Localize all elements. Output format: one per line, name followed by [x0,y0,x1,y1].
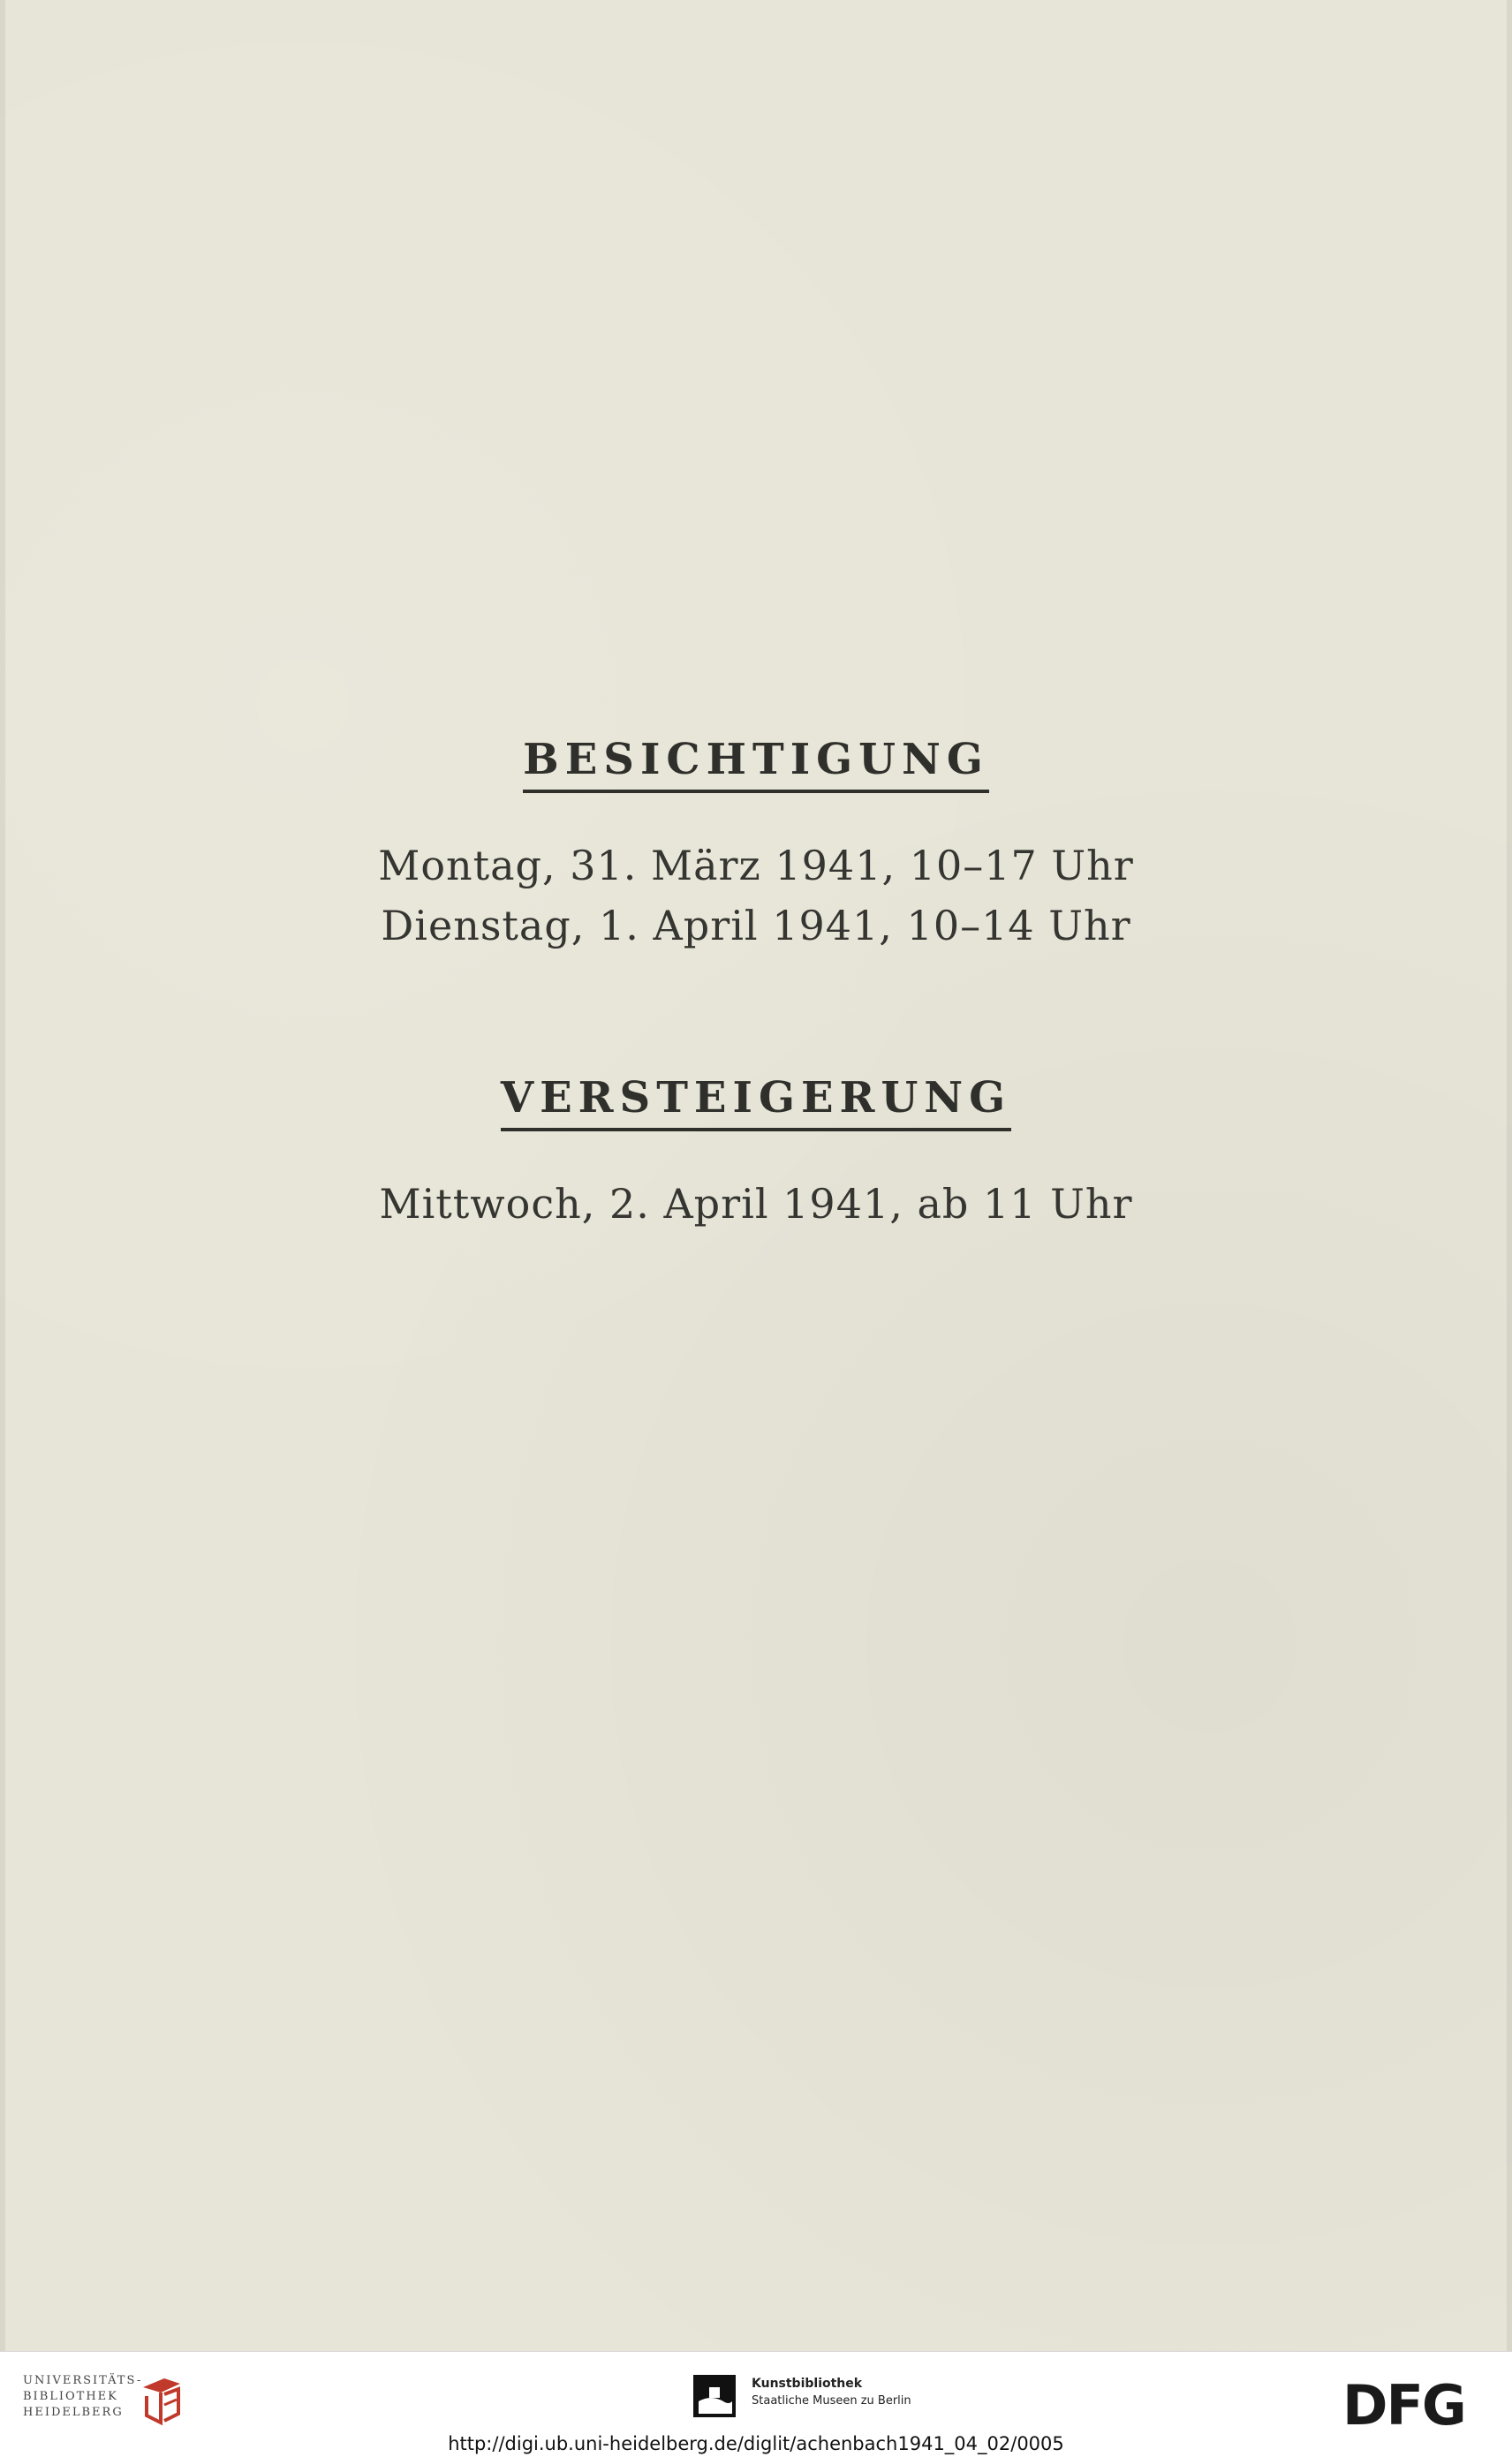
auction-line-1: Mittwoch, 2. April 1941, ab 11 Uhr [379,1180,1133,1228]
kunstbibliothek-text [752,2375,911,2410]
kunstbibliothek-subtitle: Staatliche Museen zu Berlin [752,2394,911,2408]
section-versteigerung [0,1073,1512,1234]
ub-logo-line-1: UNIVERSITÄTS- [23,2374,143,2387]
dfg-logo[interactable] [1342,2377,1489,2431]
ub-logo-text [23,2373,142,2421]
kunstbibliothek-logo[interactable] [693,2370,958,2423]
section-besichtigung [0,735,1512,956]
kunstbibliothek-icon [693,2375,736,2417]
source-url[interactable]: http://digi.ub.uni-heidelberg.de/diglit/achenbach1941_04_02/0005 [448,2433,1064,2454]
dfg-logo-text: DFG [1342,2377,1465,2431]
schedule-line-2: Dienstag, 1. April 1941, 10–14 Uhr [381,902,1131,949]
ub-logo-line-2: BIBLIOTHEK [23,2390,118,2403]
ub-logo-line-3: HEIDELBERG [23,2406,124,2419]
heading-besichtigung: BESICHTIGUNG [523,735,989,793]
schedule-line-1: Montag, 31. März 1941, 10–17 Uhr [378,842,1134,889]
footer-bar [0,2351,1512,2457]
kunstbibliothek-title: Kunstbibliothek [752,2377,863,2391]
ub-heidelberg-icon [138,2375,187,2426]
ub-heidelberg-logo[interactable] [23,2373,191,2426]
heading-versteigerung: VERSTEIGERUNG [501,1073,1011,1131]
